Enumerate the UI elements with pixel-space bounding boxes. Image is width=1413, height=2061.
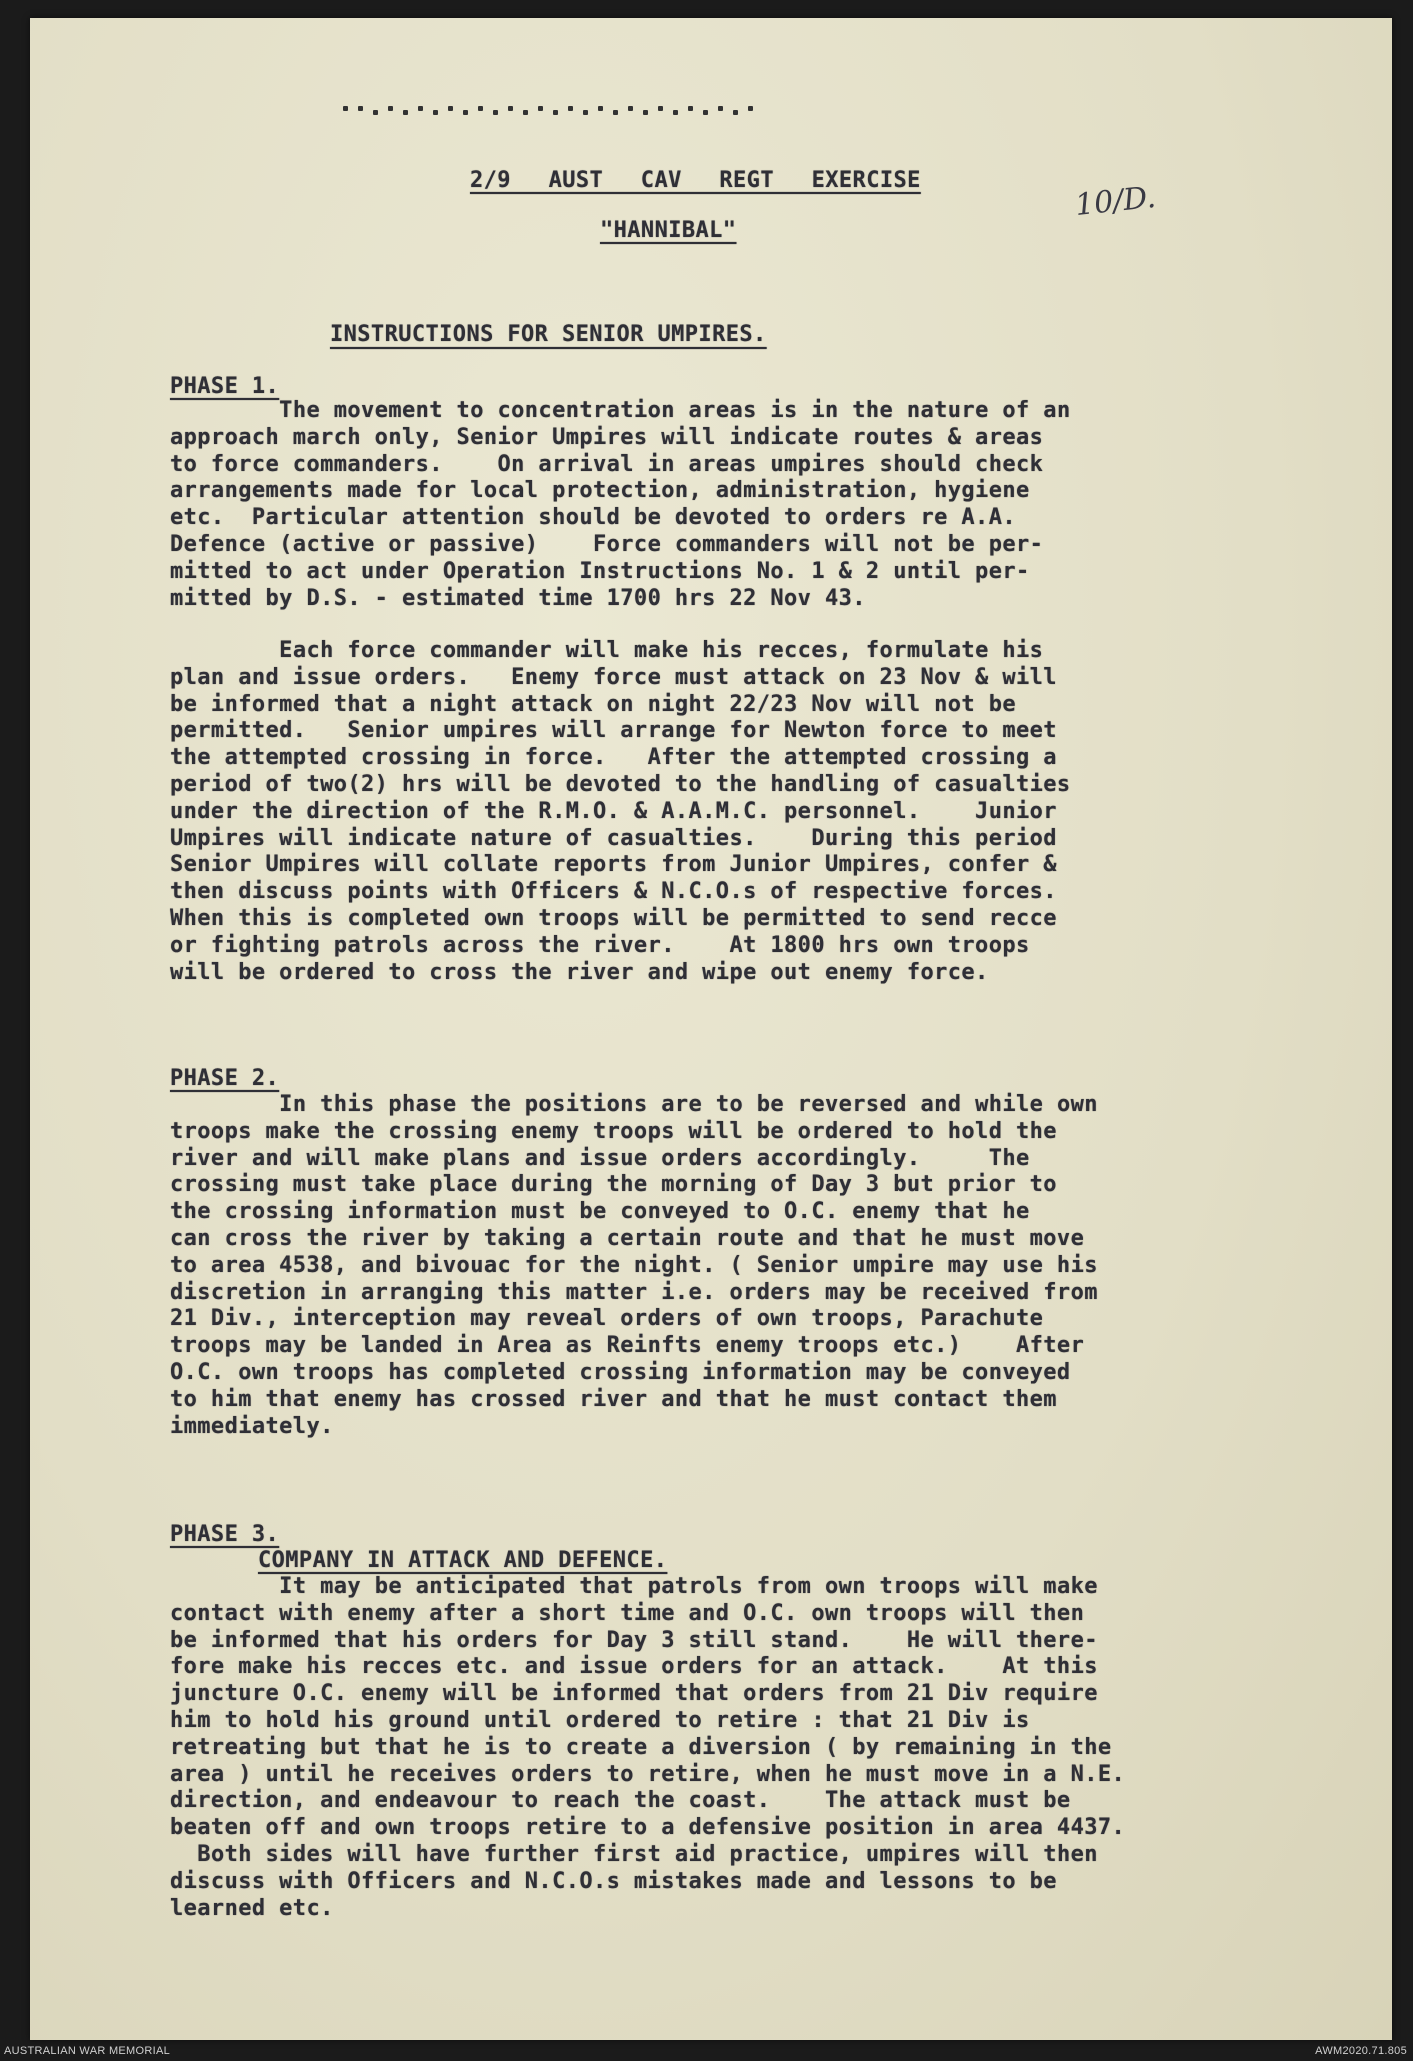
punch-mark xyxy=(448,106,453,111)
phase3-subheading: COMPANY IN ATTACK AND DEFENCE. xyxy=(258,1548,668,1573)
punch-mark xyxy=(703,110,708,115)
punch-mark xyxy=(613,110,618,115)
punch-mark xyxy=(463,110,468,115)
archive-credit: AUSTRALIAN WAR MEMORIAL xyxy=(4,2045,171,2057)
phase2-heading: PHASE 2. xyxy=(170,1066,280,1091)
punch-mark xyxy=(658,106,663,111)
punch-mark xyxy=(748,106,753,111)
punch-mark xyxy=(553,110,558,115)
phase1-paragraph2: Each force commander will make his recces, formulate his plan and issue orders. Enemy force must attack on 23 Nov & will be informed that a night attack on night 22/23 Nov will not be permitted. Senior umpires will arrange for Newton force to meet the attempted crossing in force. After the attempted crossing a period of two(2) hrs will be devoted to the handling of casualties under the direction of the R.M.O. & A.A.M.C. personnel. Junior Umpires will indicate nature of casualties. During this period Senior Umpires will collate reports from Junior Umpires, confer & then discuss points with Officers & N.C.O.s of respective forces. When this is completed own troops will be permitted to send recce or fighting patrols across the river. At 1800 hrs own troops will be ordered to cross the river and wipe out enemy force. xyxy=(170,638,1071,985)
document-page xyxy=(30,18,1392,2040)
phase2-paragraph: In this phase the positions are to be reversed and while own troops make the crossing enemy troops will be ordered to hold the river and will make plans and issue orders accordingly. The crossing must take place during the morning of Day 3 but prior to the crossing information must be conveyed to O.C. enemy that he can cross the river by taking a certain route and that he must move to area 4538, and bivouac for the night. ( Senior umpire may use his discretion in arranging this matter i.e. orders may be received from 21 Div., interception may reveal orders of own troops, Parachute troops may be landed in Area as Reinfts enemy troops etc.) After O.C. own troops has completed crossing information may be conveyed to him that enemy has crossed river and that he must contact them immediately. xyxy=(170,1092,1098,1439)
punch-mark xyxy=(568,106,573,111)
document-title: 2/9 AUST CAV REGT EXERCISE xyxy=(470,168,921,193)
punch-mark xyxy=(538,106,543,111)
exercise-name: "HANNIBAL" xyxy=(600,218,737,243)
punch-mark xyxy=(493,110,498,115)
punch-mark xyxy=(403,110,408,115)
punch-mark xyxy=(628,106,633,111)
section-heading: INSTRUCTIONS FOR SENIOR UMPIRES. xyxy=(330,322,767,347)
phase3-paragraph: It may be anticipated that patrols from own troops will make contact with enemy after a short time and O.C. own troops will then be informed that his orders for Day 3 still stand. He will there- fore make his recces etc. and issue orders for an attack. At this juncture O.C. enemy will be informed that orders from 21 Div require him to hold his ground until ordered to retire : that 21 Div is retreating but that he is to create a diversion ( by remaining in the area ) until he receives orders to retire, when he must move in a N.E. direction, and endeavour to reach the coast. The attack must be beaten off and own troops retire to a defensive position in area 4437. Both sides will have further first aid practice, umpires will then discuss with Officers and N.C.O.s mistakes made and lessons to be learned etc. xyxy=(170,1574,1126,1921)
punch-mark xyxy=(718,106,723,111)
punch-mark xyxy=(358,106,363,111)
phase3-heading: PHASE 3. xyxy=(170,1522,280,1547)
punch-mark xyxy=(418,106,423,111)
handwritten-annotation: 10/D. xyxy=(1073,179,1158,224)
punch-mark xyxy=(433,110,438,115)
phase1-heading: PHASE 1. xyxy=(170,374,280,399)
phase1-paragraph1: The movement to concentration areas is in the nature of an approach march only, Senior Umpires will indicate routes & areas to force commanders. On arrival in areas umpires should check arrangements made for local protection, administration, hygiene etc. Particular attention should be devoted to orders re A.A. Defence (active or passive) Force commanders will not be per- mitted to act under Operation Instructions No. 1 & 2 until per- mitted by D.S. - estimated time 1700 hrs 22 Nov 43. xyxy=(170,398,1071,611)
punch-mark xyxy=(688,106,693,111)
punch-mark xyxy=(733,110,738,115)
punch-mark xyxy=(523,110,528,115)
punch-mark xyxy=(673,110,678,115)
punch-mark xyxy=(508,106,513,111)
punch-mark xyxy=(343,106,348,111)
punch-mark xyxy=(583,110,588,115)
punch-mark xyxy=(598,106,603,111)
punch-mark xyxy=(373,110,378,115)
punch-mark xyxy=(388,106,393,111)
punch-mark xyxy=(643,110,648,115)
punch-mark xyxy=(478,106,483,111)
archive-reference: AWM2020.71.805 xyxy=(1315,2045,1407,2057)
